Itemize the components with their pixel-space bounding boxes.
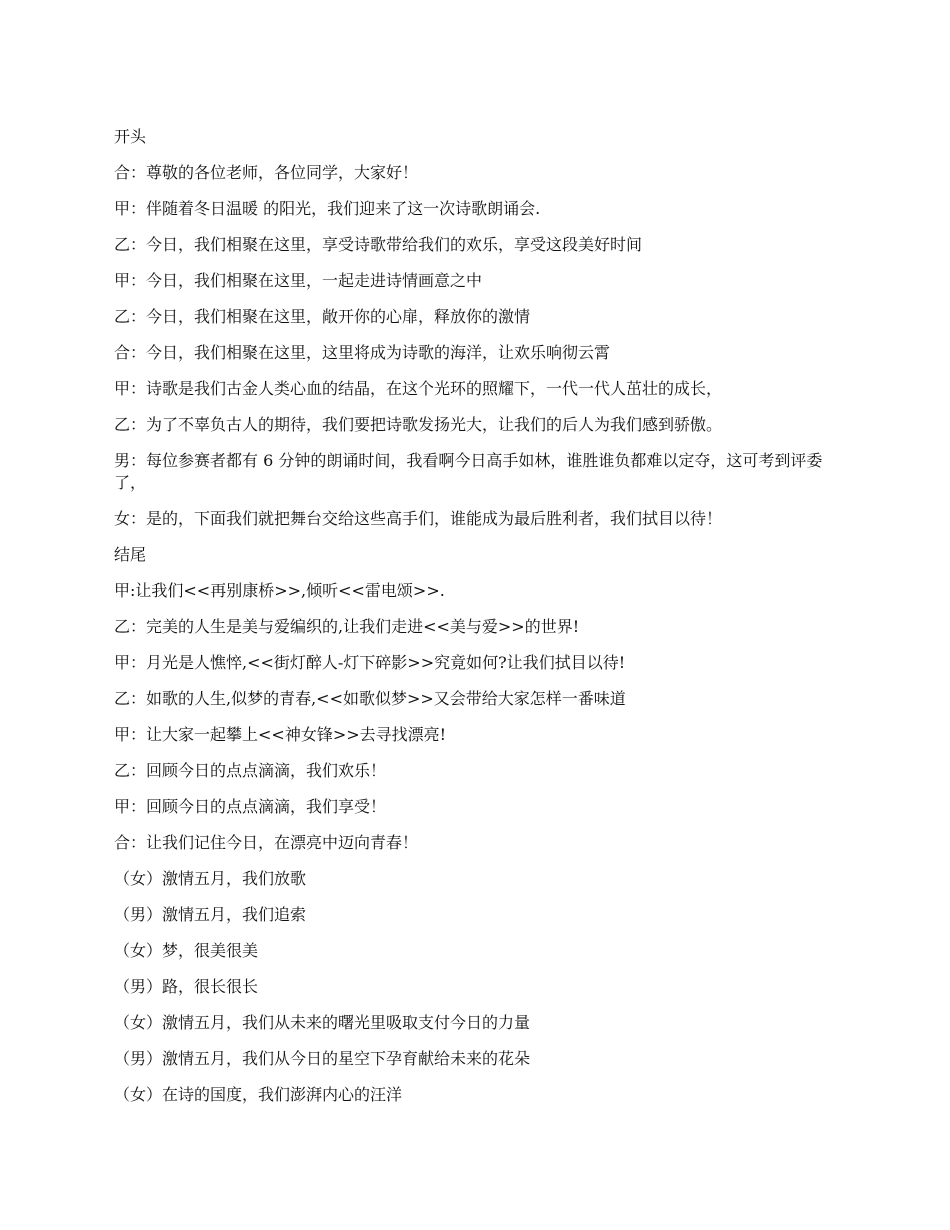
script-line: 甲：伴随着冬日温暖 的阳光，我们迎来了这一次诗歌朗诵会. bbox=[114, 199, 541, 218]
script-line: 合：让我们记住今日，在漂亮中迈向青春！ bbox=[114, 833, 419, 852]
script-line: 合：今日，我们相聚在这里，这里将成为诗歌的海洋，让欢乐响彻云霄 bbox=[114, 343, 611, 362]
section-heading-opening: 开头 bbox=[114, 127, 147, 146]
script-line: 乙：回顾今日的点点滴滴，我们欢乐！ bbox=[114, 761, 387, 780]
script-line: （男）路，很长很长 bbox=[114, 977, 259, 996]
script-line: （男）激情五月，我们从今日的星空下孕育献给未来的花朵 bbox=[114, 1049, 531, 1068]
script-line: 甲：让大家一起攀上<<神女锋>>去寻找漂亮! bbox=[114, 725, 447, 744]
script-line: 甲：诗歌是我们古金人类心血的结晶，在这个光环的照耀下，一代一代人茁壮的成长， bbox=[114, 379, 723, 398]
script-line: 男：每位参赛者都有 6 分钟的朗诵时间，我看啊今日高手如林，谁胜谁负都难以定夺，这可考到评委了， bbox=[114, 451, 823, 492]
script-line: 乙：完美的人生是美与爱编织的,让我们走进<<美与爱>>的世界! bbox=[114, 617, 580, 636]
script-line: （女）梦，很美很美 bbox=[114, 941, 259, 960]
script-line: 女：是的，下面我们就把舞台交给这些高手们，谁能成为最后胜利者，我们拭目以待！ bbox=[114, 509, 723, 528]
script-line: 合：尊敬的各位老师，各位同学，大家好！ bbox=[114, 163, 419, 182]
script-line: （女）在诗的国度，我们澎湃内心的汪洋 bbox=[114, 1085, 403, 1104]
script-line: 甲：今日，我们相聚在这里，一起走进诗情画意之中 bbox=[114, 271, 483, 290]
script-line: 乙：为了不辜负古人的期待，我们要把诗歌发扬光大，让我们的后人为我们感到骄傲。 bbox=[114, 415, 723, 434]
script-line: 乙：今日，我们相聚在这里，享受诗歌带给我们的欢乐，享受这段美好时间 bbox=[114, 235, 643, 254]
script-line: 甲:让我们<<再别康桥>>,倾听<<雷电颂>>. bbox=[114, 581, 445, 600]
script-line: 甲：月光是人憔悴,<<街灯醉人-灯下碎影>>究竟如何?让我们拭目以待! bbox=[114, 653, 626, 672]
script-line: （女）激情五月，我们从未来的曙光里吸取支付今日的力量 bbox=[114, 1013, 531, 1032]
script-line: （女）激情五月，我们放歌 bbox=[114, 869, 307, 888]
script-line: （男）激情五月，我们追索 bbox=[114, 905, 307, 924]
document-body bbox=[114, 119, 842, 1113]
script-line: 乙：今日，我们相聚在这里，敞开你的心扉，释放你的激情 bbox=[114, 307, 531, 326]
section-heading-closing: 结尾 bbox=[114, 545, 147, 564]
script-line: 乙：如歌的人生,似梦的青春,<<如歌似梦>>又会带给大家怎样一番味道 bbox=[114, 689, 626, 708]
script-line: 甲：回顾今日的点点滴滴，我们享受！ bbox=[114, 797, 387, 816]
